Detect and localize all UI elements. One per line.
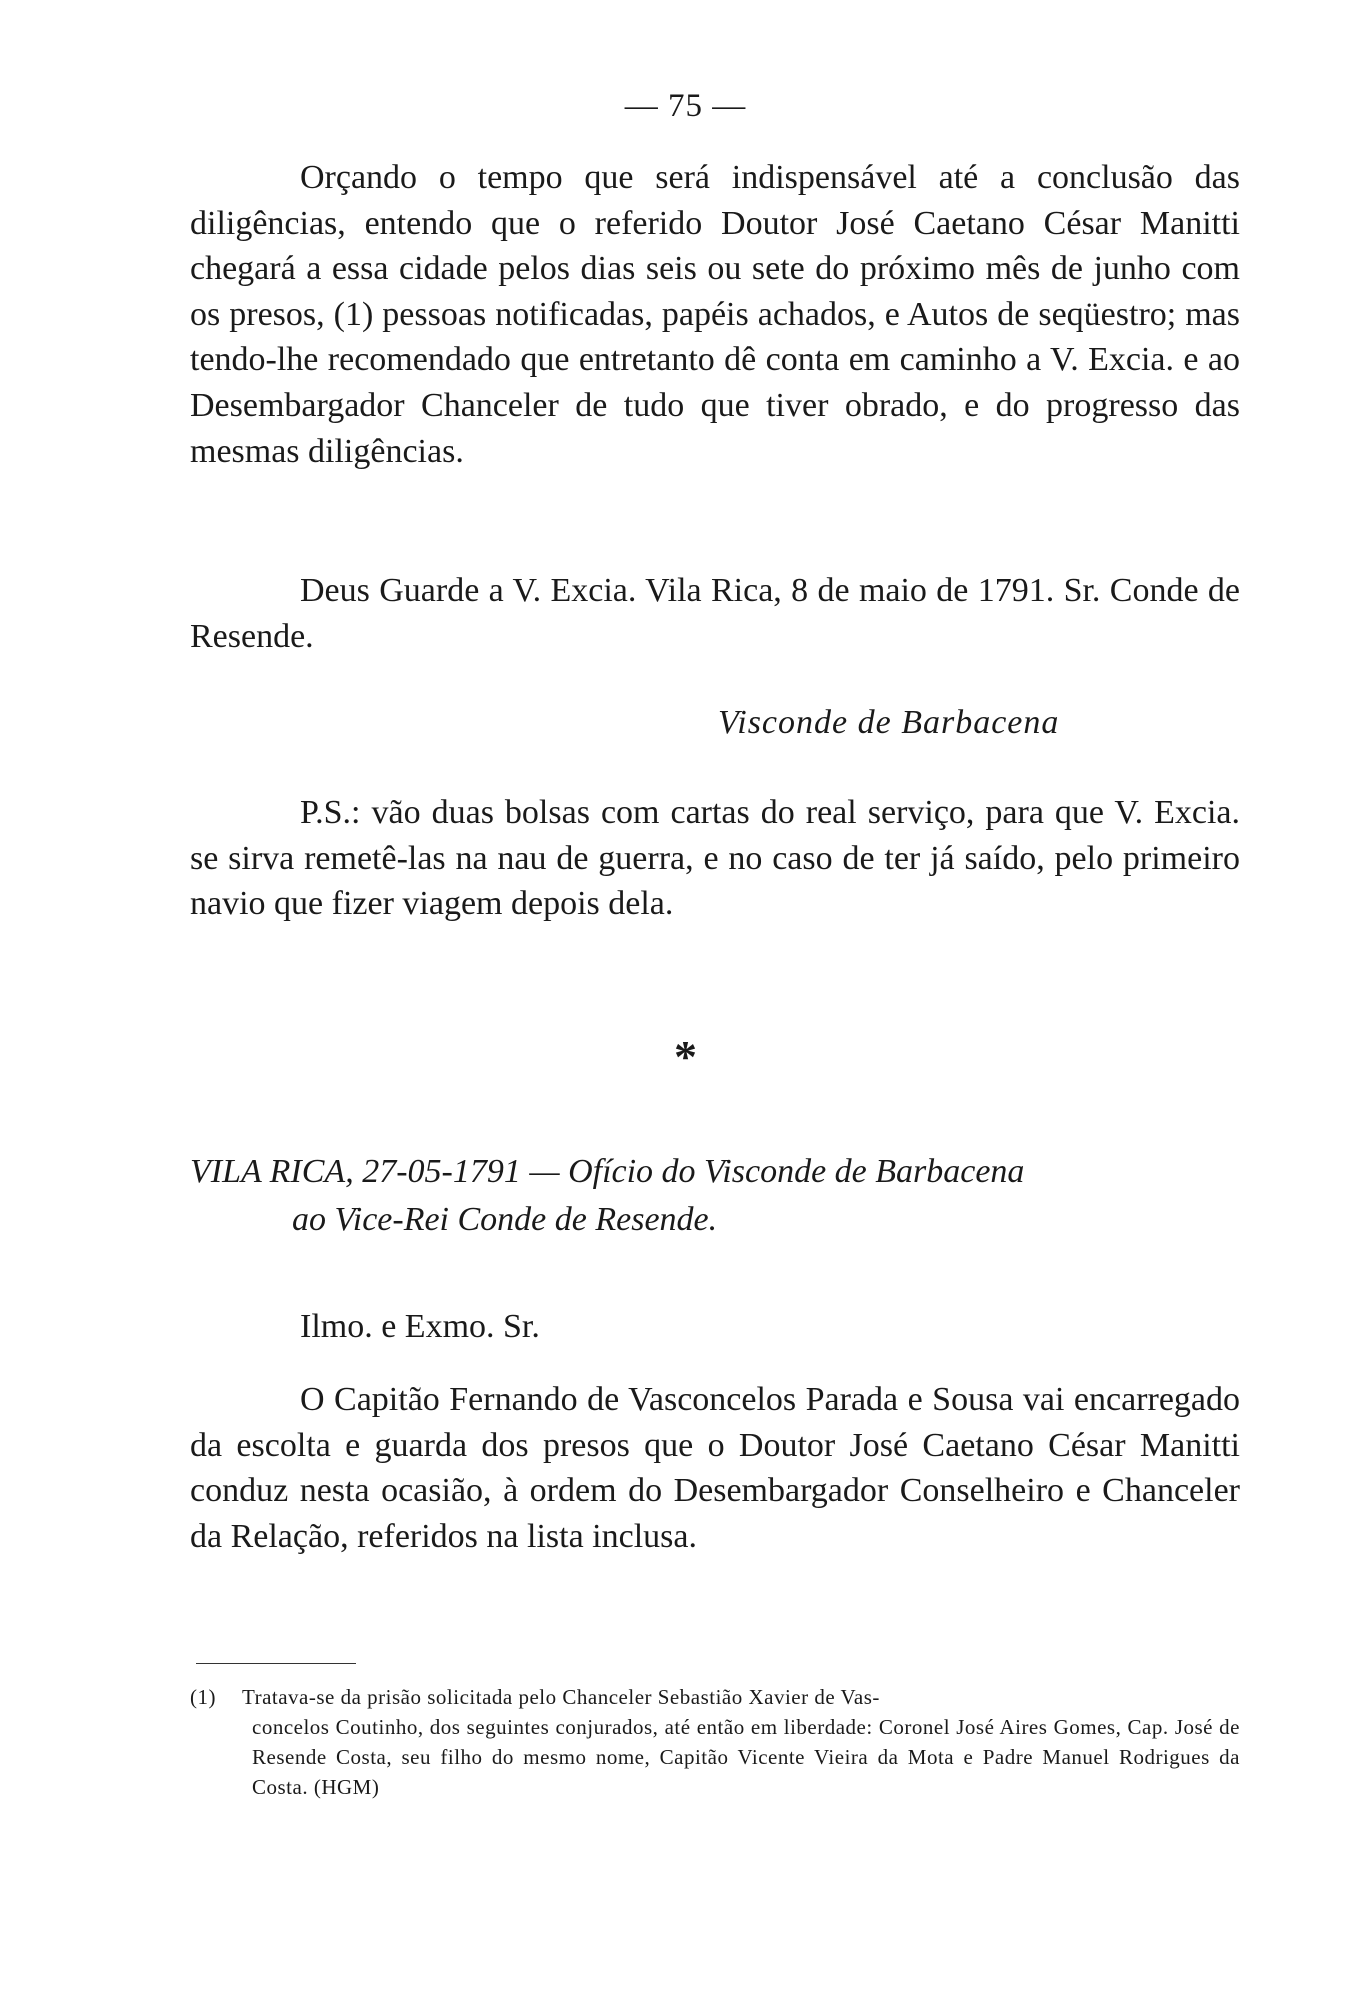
- footnote-line1: Tratava-se da prisão solicitada pelo Chanceler Sebastião Xavier de Vas-: [242, 1685, 880, 1709]
- footnote-continuation: concelos Coutinho, dos seguintes conjurados, até então em liberdade: Coronel José Aires Gomes, Cap. José de Resende Costa, seu filho do mesmo nome, Capitão Vicente Vieira da Mota e Padre Manuel Rodrigues da Costa. (HGM): [252, 1715, 1240, 1799]
- footnote-divider: [196, 1663, 356, 1664]
- letter2-paragraph: O Capitão Fernando de Vasconcelos Parada e Sousa vai encarregado da escolta e guarda dos presos que o Doutor José Caetano César Manitti conduz nesta ocasião, à ordem do Desembargador Conselheiro e Chanceler da Relação, referidos na lista inclusa.: [190, 1381, 1240, 1555]
- letter1-closing: Deus Guarde a V. Excia. Vila Rica, 8 de maio de 1791. Sr. Conde de Resende.: [190, 572, 1240, 655]
- letter1-body: [190, 155, 1240, 474]
- letter2-salutation: Ilmo. e Exmo. Sr.: [300, 1308, 540, 1345]
- letter2-heading-line1: VILA RICA, 27-05-1791 — Ofício do Visconde de Barbacena: [190, 1153, 1025, 1190]
- letter1-postscript: P.S.: vão duas bolsas com cartas do real serviço, para que V. Excia. se sirva remetê-las na nau de guerra, e no caso de ter já saído, pelo primeiro navio que fizer viagem depois dela.: [190, 794, 1240, 923]
- letter2-body: [190, 1377, 1240, 1559]
- page-number: — 75 —: [624, 88, 747, 124]
- letter1-closing-block: [190, 568, 1240, 659]
- footnote-marker: (1): [190, 1685, 216, 1709]
- section-separator: *: [674, 1031, 697, 1082]
- footnote: [190, 1682, 1240, 1802]
- letter1-paragraph: Orçando o tempo que será indispensável até a conclusão das diligências, entendo que o referido Doutor José Caetano César Manitti chegará a essa cidade pelos dias seis ou sete do próximo mês de junho com os presos, (1) pessoas notificadas, papéis achados, e Autos de seqüestro; mas tendo-lhe recomendado que entretanto dê conta em caminho a V. Excia. e ao Desembargador Chanceler de tudo que tiver obrado, e do progresso das mesmas diligências.: [190, 159, 1240, 470]
- letter2-heading: [190, 1148, 1240, 1244]
- letter1-postscript-block: [190, 790, 1240, 927]
- letter2-heading-line2: ao Vice-Rei Conde de Resende.: [292, 1201, 718, 1238]
- letter1-signature: Visconde de Barbacena: [718, 704, 1060, 741]
